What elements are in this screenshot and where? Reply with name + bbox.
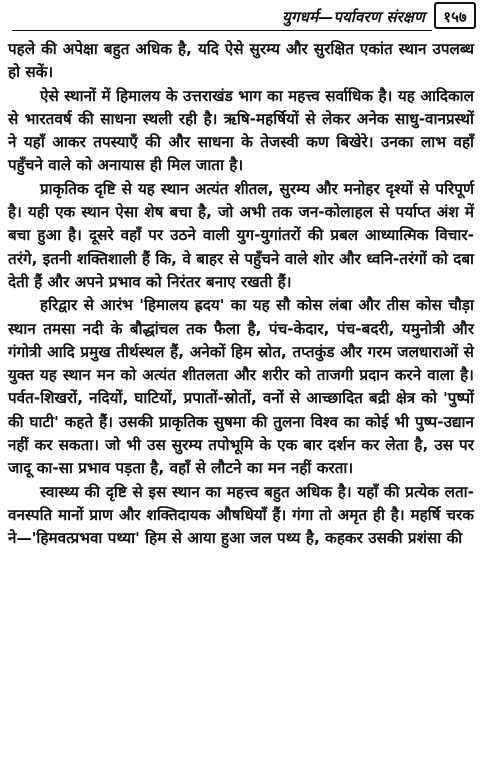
paragraph-health: स्वास्थ्य की दृष्टि से इस स्थान का महत्त्व बहुत अधिक है। यहाँ की प्रत्येक लता-वनस्पति मानों प्राण और शक्तिदायक औषधियाँ हैं। गंगा तो अमृत ही है। महर्षि चरक ने—'हिमवत्प्रभवा पथ्या' हिम से आया हुआ जल पथ्य है, कहकर उसकी प्रशंसा की [8,482,474,548]
running-title: युगधर्म—पर्यावरण संरक्षण [282,8,425,26]
paragraph-uttarakhand: ऐसे स्थानों में हिमालय के उत्तराखंड भाग का महत्त्व सर्वाधिक है। यह आदिकाल से भारतवर्ष की साधना स्थली रही है। ऋषि-महर्षियों से लेकर अनेक साधु-वानप्रस्थों ने यहाँ आकर तपस्याएँ की और साधना के तेजस्वी कण बिखेरे। उनका लाभ वहाँ पहुँचने वाले को अनायास ही मिल जाता है। [8,86,474,175]
header-rule [12,30,432,31]
paragraph-natural-view: प्राकृतिक दृष्टि से यह स्थान अत्यंत शीतल, सुरम्य और मनोहर दृश्यों से परिपूर्ण है। यही एक स्थान ऐसा शेष बचा है, जो अभी तक जन-कोलाहल से पर्याप्त अंश में बचा हुआ है। दूसरे वहाँ पर उठने वाली युग-युगांतरों की प्रबल आध्यात्मिक विचार-तरंगे, इतनी शक्तिशाली हैं कि, वे बाहर से पहुँचने वाले शोर और ध्वनि-तरंगों को दबा देती हैं और अपने प्रभाव को निरंतर बनाए रखती हैं। [8,179,474,291]
page-body [8,38,474,551]
paragraph-continued: पहले की अपेक्षा बहुत अधिक है, यदि ऐसे सुरम्य और सुरक्षित एकांत स्थान उपलब्ध हो सकें। [8,40,474,82]
page-number: १५७ [434,2,476,29]
paragraph-haridwar: हरिद्वार से आरंभ 'हिमालय ह्रदय' का यह सौ कोस लंबा और तीस कोस चौड़ा स्थान तमसा नदी के बौद्धांचल तक फैला है, पंच-केदार, पंच-बदरी, यमुनोत्री और गंगोत्री आदि प्रमुख तीर्थस्थल हैं, अनेकों हिम स्रोत, तप्तकुंड और गरम जलधाराओं से युक्त यह स्थान मन को अत्यंत शीतलता और शरीर को ताजगी प्रदान करने वाला है। पर्वत-शिखरों, नदियों, घाटियों, प्रपातों-स्रोतों, वनों से आच्छादित बद्री क्षेत्र को 'पुष्पों की घाटी' कहते हैं। उसकी प्राकृतिक सुषमा की तुलना विश्व का कोई भी पुष्प-उद्यान नहीं कर सकता। जो भी उस सुरम्य तपोभूमि के एक बार दर्शन कर लेता है, उस पर जादू का-सा प्रभाव पड़ता है, वहाँ से लौटने का मन नहीं करता। [8,296,474,478]
page-header [0,0,480,36]
